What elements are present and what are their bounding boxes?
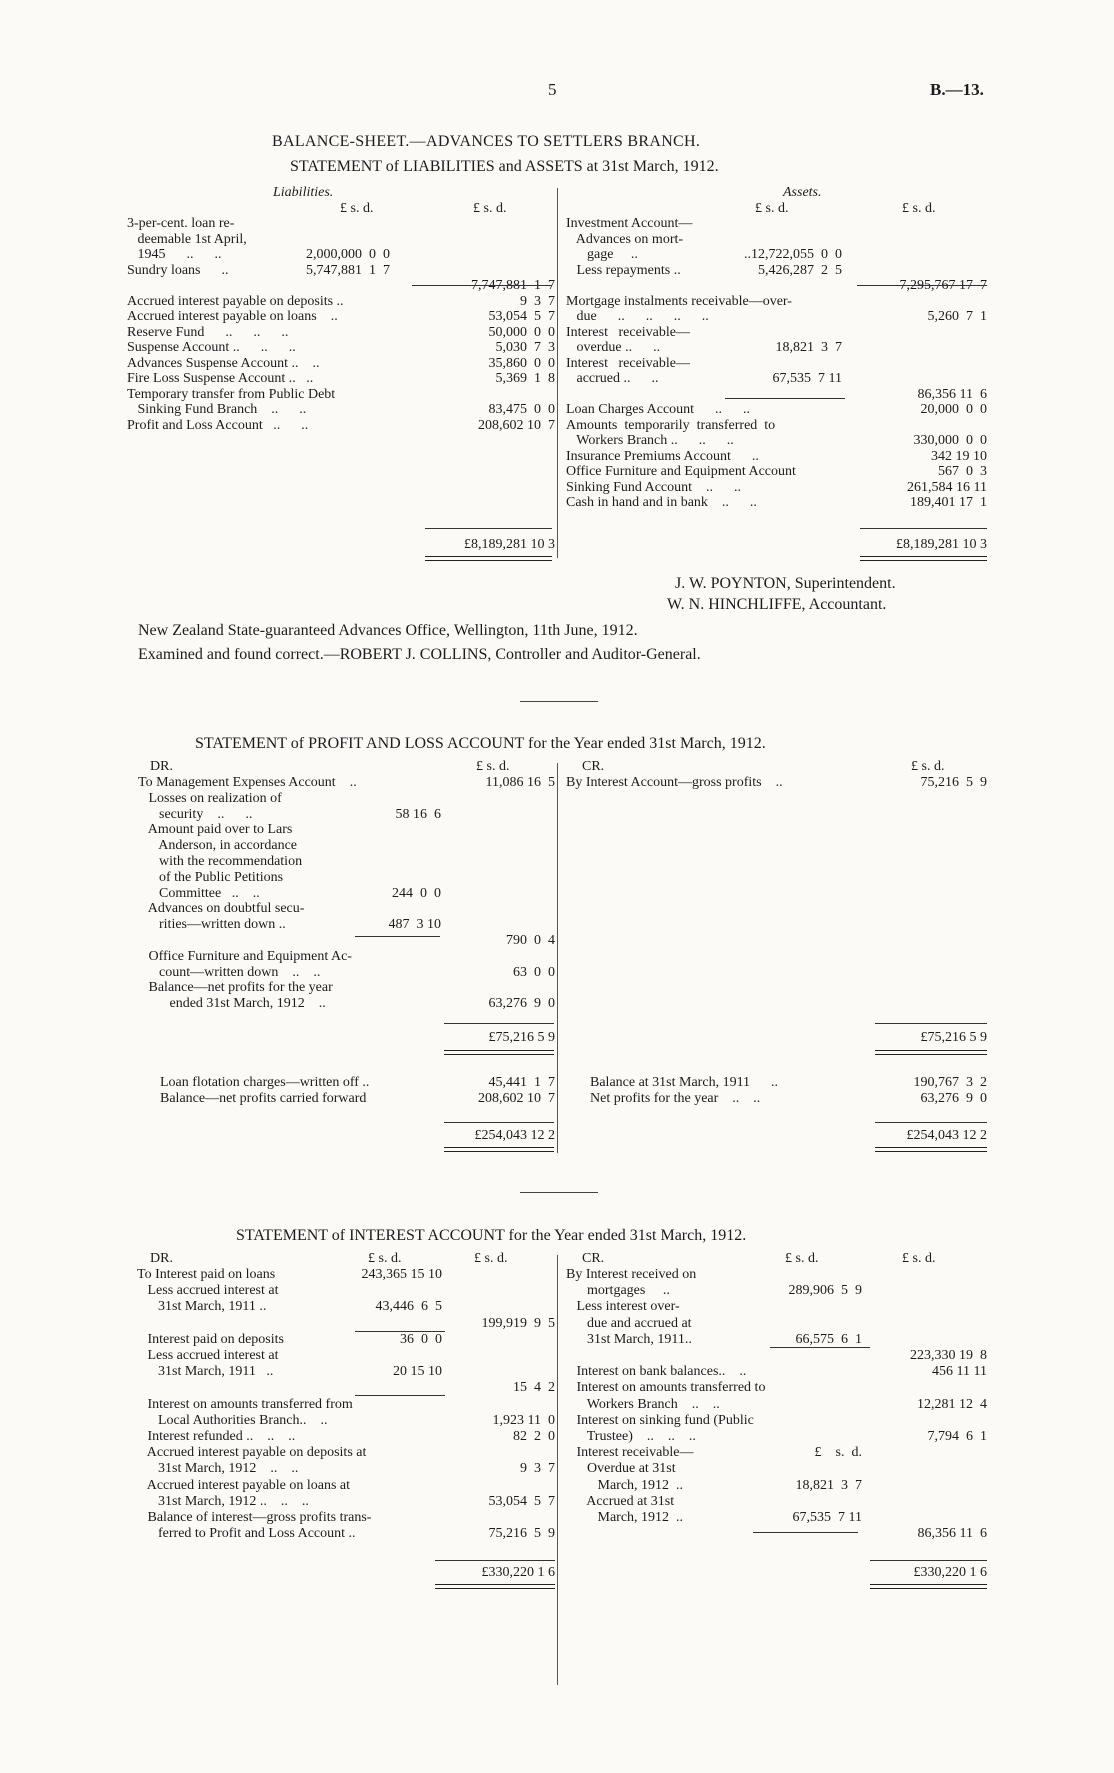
double-rule [444, 1147, 554, 1152]
row-amount: 20,000 0 0 [920, 402, 987, 417]
pl-dr-label: DR. [150, 759, 173, 774]
row-inner-amount: ..12,722,055 0 0 [744, 247, 842, 262]
rule [770, 1347, 870, 1348]
double-rule [425, 556, 552, 561]
row-label: Cash in hand and in bank .. .. [566, 495, 757, 510]
row-label: rities—written down .. [138, 917, 286, 933]
int-total-left: £330,220 1 6 [481, 1565, 555, 1580]
pl-col-header-right: £ s. d. [911, 759, 945, 774]
row-label: ferred to Profit and Loss Account .. [137, 1526, 356, 1542]
rule [870, 1560, 987, 1561]
row-amount: 83,475 0 0 [488, 402, 555, 417]
row-label: 31st March, 1912 .. .. .. [137, 1493, 309, 1509]
assets-col-header-1: £ s. d. [755, 201, 789, 216]
row-amount: 5,369 1 8 [495, 371, 555, 386]
int-total-right: £330,220 1 6 [913, 1565, 987, 1580]
row-label: Balance at 31st March, 1911 .. [590, 1075, 779, 1090]
pl-total2-left: £254,043 12 2 [474, 1128, 555, 1143]
row-label: Interest on sinking fund (Public [566, 1412, 754, 1428]
row-label: Losses on realization of [138, 790, 282, 806]
row-amount: 208,602 10 7 [478, 417, 555, 433]
row-label: Local Authorities Branch.. .. [137, 1412, 328, 1428]
row-label: ended 31st March, 1912 .. [138, 996, 326, 1012]
liabilities-heading: Liabilities. [273, 185, 334, 200]
row-label: Balance of interest—gross profits trans- [137, 1510, 372, 1525]
signature-superintendent: J. W. POYNTON, Superintendent. [675, 575, 896, 592]
liab-col-header-2: £ s. d. [473, 201, 507, 216]
row-label: gage .. [566, 247, 638, 262]
int-col-header-r2: £ s. d. [902, 1251, 936, 1266]
row-label: 31st March, 1911 .. [137, 1299, 267, 1315]
row-label: Advances Suspense Account .. .. [127, 355, 320, 371]
pl-total-right: £75,216 5 9 [920, 1030, 987, 1045]
rule [355, 1395, 445, 1396]
rule [857, 285, 987, 286]
row-amount: 223,330 19 8 [910, 1348, 987, 1363]
row-label: deemable 1st April, [127, 231, 247, 247]
row-amount: 208,602 10 7 [478, 1090, 555, 1106]
row-label: Office Furniture and Equipment Account [566, 464, 796, 479]
balance-sheet-title: BALANCE-SHEET.—ADVANCES TO SETTLERS BRANCH. [272, 133, 701, 150]
int-col-header-l1: £ s. d. [368, 1251, 402, 1266]
row-inner-amount: 18,821 3 7 [795, 1477, 862, 1493]
double-rule [875, 1147, 987, 1152]
row-amount: 15 4 2 [513, 1380, 555, 1396]
row-label: Net profits for the year .. .. [590, 1090, 761, 1106]
row-label: Interest on amounts transferred from [137, 1396, 353, 1412]
row-amount: 567 0 3 [938, 464, 987, 479]
row-amount: 75,216 5 9 [488, 1526, 555, 1542]
rule [435, 1560, 555, 1561]
row-amount: 7,295,767 17 7 [899, 278, 987, 293]
row-label: overdue .. .. [566, 340, 661, 355]
row-inner-amount: 289,906 5 9 [788, 1283, 862, 1299]
row-label: due and accrued at [566, 1315, 692, 1331]
row-label: By Interest Account—gross profits .. [566, 775, 783, 790]
int-col-header-l2: £ s. d. [474, 1251, 508, 1266]
row-amount: 53,054 5 7 [488, 1493, 555, 1509]
double-rule [875, 1050, 987, 1055]
row-amount: 190,767 3 2 [913, 1075, 987, 1090]
row-label: Accrued at 31st [566, 1493, 675, 1509]
row-amount: 86,356 11 6 [917, 386, 987, 402]
row-inner-amount: 66,575 6 1 [795, 1331, 862, 1347]
int-dr-label: DR. [150, 1251, 173, 1266]
row-label: Sundry loans .. [127, 262, 229, 278]
balance-sheet-subtitle: STATEMENT of LIABILITIES and ASSETS at 31st March, 1912. [290, 158, 719, 175]
row-amount: 5,030 7 3 [495, 340, 555, 355]
row-amount: 199,919 9 5 [481, 1315, 555, 1331]
row-label: Workers Branch .. .. .. [566, 433, 734, 448]
row-amount: 45,441 1 7 [488, 1075, 555, 1090]
row-amount: 330,000 0 0 [913, 433, 987, 448]
row-label: of the Public Petitions [138, 869, 284, 885]
row-label: March, 1912 .. [566, 1510, 684, 1525]
row-label: 31st March, 1912 .. .. [137, 1461, 299, 1477]
row-label: count—written down .. .. [138, 964, 321, 980]
row-amount: 86,356 11 6 [917, 1526, 987, 1542]
row-label: Reserve Fund .. .. .. [127, 324, 289, 340]
row-label: Office Furniture and Equipment Ac- [138, 948, 352, 964]
row-label: with the recommendation [138, 854, 303, 869]
row-label: Overdue at 31st [566, 1461, 676, 1477]
liab-col-header-1: £ s. d. [340, 201, 374, 216]
assets-total: £8,189,281 10 3 [896, 537, 987, 552]
row-label: Interest on amounts transferred to [566, 1380, 766, 1396]
row-label: security .. .. [138, 806, 253, 822]
row-label: 1945 .. .. [127, 247, 222, 262]
row-label: Profit and Loss Account .. .. [127, 417, 309, 433]
int-cr-label: CR. [582, 1251, 605, 1266]
double-rule [444, 1050, 554, 1055]
liabilities-total: £8,189,281 10 3 [464, 537, 555, 552]
row-inner-amount: 5,426,287 2 5 [758, 262, 842, 278]
row-label: Loan flotation charges—written off .. [160, 1075, 370, 1090]
row-label: Accrued interest payable on loans .. [127, 309, 338, 324]
row-amount: 9 3 7 [520, 293, 555, 309]
row-label: Balance—net profits for the year [138, 980, 333, 996]
row-label: Less interest over- [566, 1299, 680, 1315]
row-label: Less repayments .. [566, 262, 681, 278]
row-label: Advances on mort- [566, 231, 684, 247]
row-inner-amount: 5,747,881 1 7 [306, 262, 390, 278]
row-amount: 35,860 0 0 [488, 355, 555, 371]
rule [355, 936, 440, 937]
rule [355, 1331, 445, 1332]
row-label: Advances on doubtful secu- [138, 901, 305, 917]
row-label: due .. .. .. .. [566, 309, 709, 324]
row-inner-amount: 244 0 0 [392, 885, 441, 901]
row-label: March, 1912 .. [566, 1477, 684, 1493]
row-label: Temporary transfer from Public Debt [127, 386, 336, 402]
assets-heading: Assets. [783, 185, 822, 200]
row-label: Sinking Fund Branch .. .. [127, 402, 307, 417]
row-amount: 261,584 16 11 [907, 479, 987, 495]
row-label: Amounts temporarily transferred to [566, 417, 776, 433]
row-label: Accrued interest payable on loans at [137, 1477, 351, 1493]
row-inner-amount: 36 0 0 [400, 1331, 442, 1347]
row-label: accrued .. .. [566, 371, 659, 386]
row-inner-amount: 487 3 10 [388, 917, 441, 933]
row-label: To Interest paid on loans [137, 1267, 276, 1282]
signature-accountant: W. N. HINCHLIFFE, Accountant. [667, 596, 887, 613]
row-label: 3-per-cent. loan re- [127, 216, 235, 231]
int-col-header-r1: £ s. d. [785, 1251, 819, 1266]
row-amount: 63,276 9 0 [920, 1090, 987, 1106]
row-amount: 790 0 4 [506, 933, 555, 948]
row-label: Workers Branch .. .. [566, 1396, 720, 1412]
row-amount: 12,281 12 4 [917, 1396, 987, 1412]
row-amount: 189,401 17 1 [910, 495, 987, 510]
row-label: Accrued interest payable on deposits .. [127, 293, 344, 309]
row-inner-amount: 20 15 10 [393, 1364, 442, 1380]
page-number: 5 [548, 80, 557, 99]
double-rule [435, 1584, 555, 1589]
row-label: Sinking Fund Account .. .. [566, 479, 742, 495]
row-amount: 342 19 10 [931, 448, 987, 464]
office-line: New Zealand State-guaranteed Advances Office, Wellington, 11th June, 1912. [138, 622, 638, 639]
row-label: Trustee) .. .. .. [566, 1429, 696, 1444]
pl-total2-right: £254,043 12 2 [906, 1128, 987, 1143]
interest-title: STATEMENT of INTEREST ACCOUNT for the Year ended 31st March, 1912. [236, 1227, 747, 1244]
row-inner-amount: 58 16 6 [395, 806, 441, 822]
row-label: 31st March, 1911 .. [137, 1364, 274, 1380]
row-amount: 63 0 0 [513, 964, 555, 980]
section-separator [520, 1192, 598, 1193]
section-separator [520, 701, 598, 702]
row-label: Insurance Premiums Account .. [566, 448, 759, 464]
row-label: Interest receivable— [566, 1445, 694, 1461]
row-label: By Interest received on [566, 1267, 697, 1282]
interest-divider [557, 1255, 558, 1685]
double-rule [860, 556, 987, 561]
row-label: Less accrued interest at [137, 1348, 279, 1363]
row-label: Interest receivable— [566, 324, 690, 340]
row-inner-amount: £ s. d. [814, 1445, 862, 1461]
row-amount: 456 11 11 [932, 1364, 987, 1380]
row-label: Fire Loss Suspense Account .. .. [127, 371, 314, 386]
row-label: Interest paid on deposits [137, 1331, 284, 1347]
assets-col-header-2: £ s. d. [902, 201, 936, 216]
pl-cr-label: CR. [582, 759, 605, 774]
row-inner-amount: 243,365 15 10 [361, 1267, 442, 1282]
row-label: Committee .. .. [138, 885, 260, 901]
pl-col-header-left: £ s. d. [476, 759, 510, 774]
row-inner-amount: 67,535 7 11 [792, 1510, 862, 1525]
row-amount: 11,086 16 5 [485, 775, 555, 790]
row-amount: 7,794 6 1 [927, 1429, 987, 1444]
row-amount: 63,276 9 0 [488, 996, 555, 1012]
row-label: Amount paid over to Lars [138, 822, 293, 838]
rule [444, 1122, 554, 1123]
rule [753, 1532, 858, 1533]
row-label: Interest refunded .. .. .. [137, 1429, 296, 1444]
row-label: Interest receivable— [566, 355, 690, 371]
page-reference: B.—13. [930, 80, 984, 99]
row-inner-amount: 2,000,000 0 0 [306, 247, 390, 262]
row-amount: 53,054 5 7 [488, 309, 555, 324]
row-label: Less accrued interest at [137, 1283, 279, 1299]
balance-sheet-divider [557, 188, 558, 558]
double-rule [870, 1584, 987, 1589]
pl-divider [557, 763, 558, 1153]
row-label: Interest on bank balances.. .. [566, 1364, 747, 1380]
rule [425, 528, 552, 529]
examined-line: Examined and found correct.—ROBERT J. COLLINS, Controller and Auditor-General. [138, 646, 701, 663]
row-label: To Management Expenses Account .. [138, 775, 357, 790]
row-amount: 9 3 7 [520, 1461, 555, 1477]
row-label: mortgages .. [566, 1283, 670, 1299]
row-amount: 75,216 5 9 [920, 775, 987, 790]
row-label: Balance—net profits carried forward [160, 1090, 367, 1106]
rule [412, 285, 552, 286]
rule [875, 1023, 987, 1024]
rule [860, 528, 987, 529]
row-amount: 1,923 11 0 [492, 1412, 555, 1428]
row-label: Loan Charges Account .. .. [566, 402, 751, 417]
row-amount: 7,747,881 1 7 [471, 278, 555, 293]
row-label: Accrued interest payable on deposits at [137, 1445, 367, 1461]
profit-loss-title: STATEMENT of PROFIT AND LOSS ACCOUNT for the Year ended 31st March, 1912. [195, 735, 766, 752]
row-amount: 50,000 0 0 [488, 324, 555, 340]
row-amount: 82 2 0 [513, 1429, 555, 1444]
rule [875, 1122, 987, 1123]
row-amount: 5,260 7 1 [927, 309, 987, 324]
row-label: Anderson, in accordance [138, 838, 297, 854]
rule [725, 398, 845, 399]
row-label: 31st March, 1911.. [566, 1331, 692, 1347]
row-inner-amount: 18,821 3 7 [775, 340, 842, 355]
pl-total-left: £75,216 5 9 [488, 1030, 555, 1045]
row-inner-amount: 43,446 6 5 [375, 1299, 442, 1315]
row-label: Mortgage instalments receivable—over- [566, 293, 792, 309]
row-label: Suspense Account .. .. .. [127, 340, 296, 355]
row-inner-amount: 67,535 7 11 [772, 371, 842, 386]
rule [444, 1023, 554, 1024]
row-label: Investment Account— [566, 216, 693, 231]
